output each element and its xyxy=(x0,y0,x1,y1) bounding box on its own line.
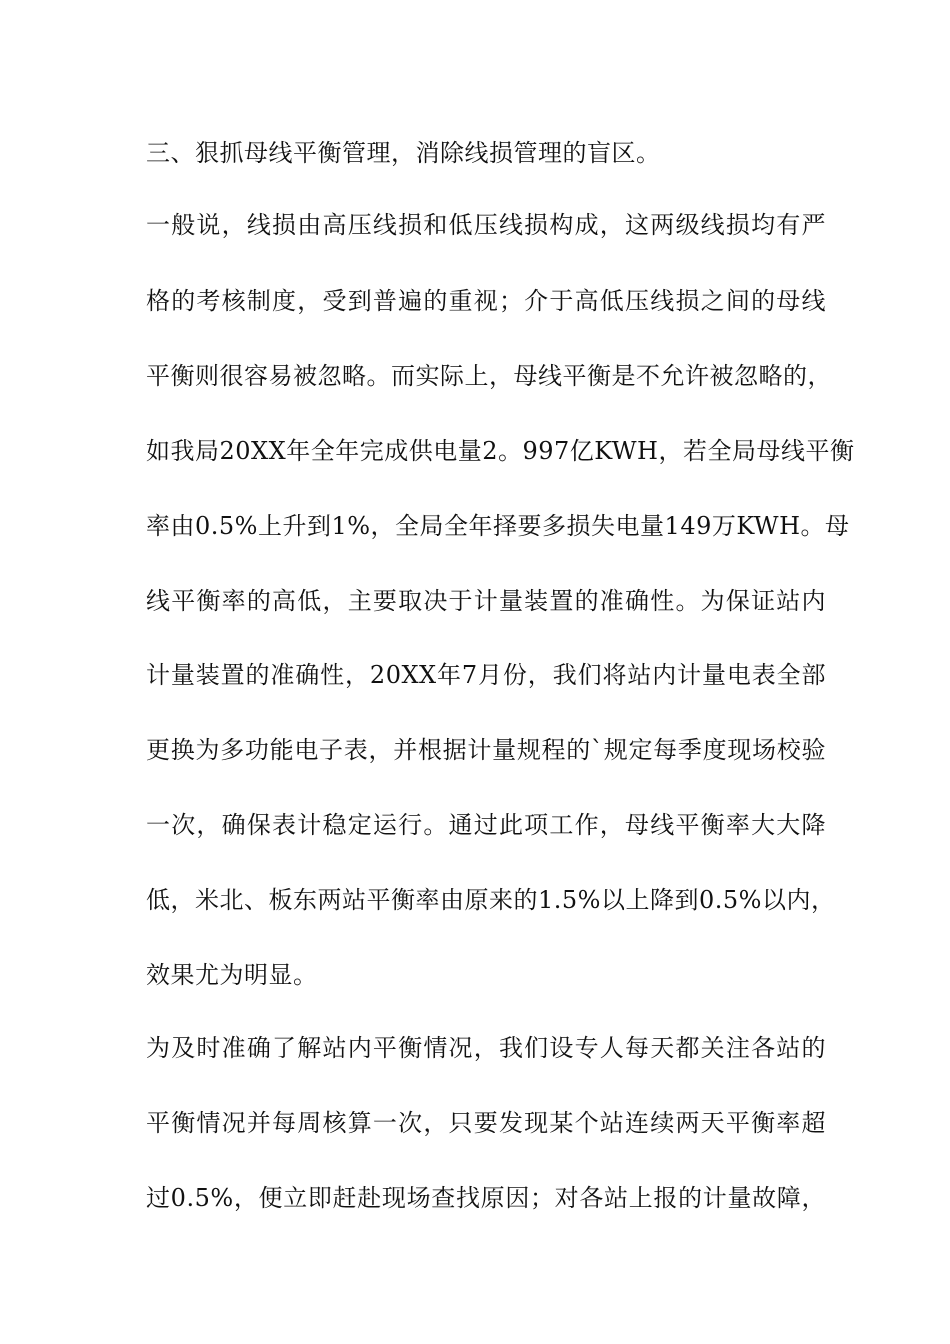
text-line: 计量装置的准确性，20XX年7月份，我们将站内计量电表全部 xyxy=(146,661,826,689)
text-line: 平衡则很容易被忽略。而实际上，母线平衡是不允许被忽略的， xyxy=(146,362,832,390)
text-line: 一次，确保表计稳定运行。通过此项工作，母线平衡率大大降 xyxy=(146,811,826,839)
text-line: 线平衡率的高低，主要取决于计量装置的准确性。为保证站内 xyxy=(146,587,826,615)
text-line: 过0.5%，便立即赶赴现场查找原因；对各站上报的计量故障， xyxy=(146,1184,826,1212)
heading-line: 三、狠抓母线平衡管理，消除线损管理的盲区。 xyxy=(146,139,661,167)
text-line: 效果尤为明显。 xyxy=(146,961,318,989)
text-line: 更换为多功能电子表，并根据计量规程的`规定每季度现场校验 xyxy=(146,736,826,764)
text-line: 格的考核制度，受到普遍的重视；介于高低压线损之间的母线 xyxy=(146,287,826,315)
text-line: 率由0.5%上升到1%，全局全年择要多损失电量149万KWH。母 xyxy=(146,512,850,540)
text-line: 如我局20XX年全年完成供电量2。997亿KWH，若全局母线平衡 xyxy=(146,437,855,465)
text-line: 一般说，线损由高压线损和低压线损构成，这两级线损均有严 xyxy=(146,211,826,239)
text-line: 平衡情况并每周核算一次，只要发现某个站连续两天平衡率超 xyxy=(146,1109,826,1137)
text-line: 为及时准确了解站内平衡情况，我们设专人每天都关注各站的 xyxy=(146,1034,826,1062)
text-line: 低，米北、板东两站平衡率由原来的1.5%以上降到0.5%以内， xyxy=(146,886,836,914)
